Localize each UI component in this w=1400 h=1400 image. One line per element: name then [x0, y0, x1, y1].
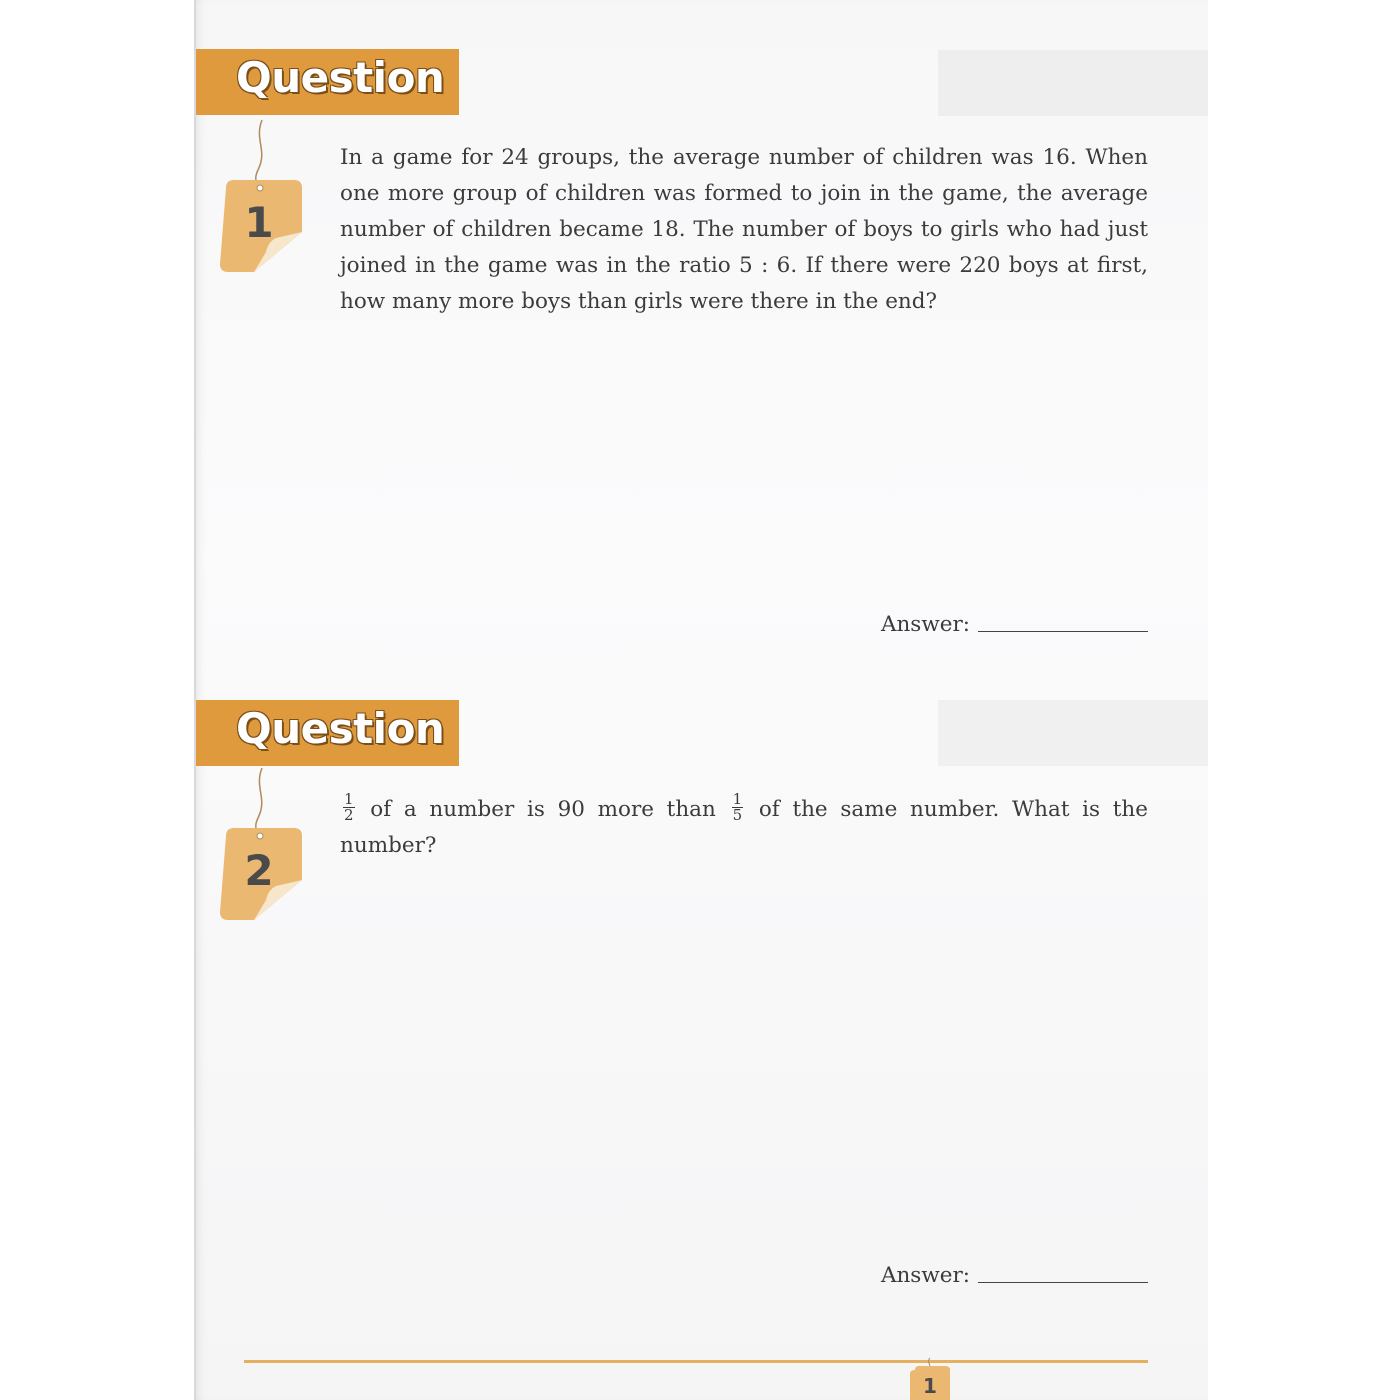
question-number-tag-1	[216, 180, 302, 272]
answer-label: Answer:	[880, 612, 970, 637]
question-text-1: In a game for 24 groups, the average number of children was 16. When one more group of children was formed to join in the game, the average number of children became 18. The number of boys to girls who had just joined in the game was in the ratio 5 : 6. If there were 220 boys at first, how many more boys than girls were there in the end?	[340, 145, 1148, 314]
question-banner-label: Question	[236, 53, 445, 102]
question-text-part: of the same number. What is the number?	[340, 797, 1148, 858]
answer-field-1[interactable]	[881, 612, 1148, 637]
answer-blank-line[interactable]	[978, 631, 1148, 632]
question-number: 1	[244, 198, 274, 247]
answer-label: Answer:	[880, 1263, 970, 1288]
ghost-banner-bleed	[938, 700, 1208, 766]
page-number-tag	[910, 1366, 950, 1400]
answer-blank-line[interactable]	[978, 1282, 1148, 1283]
question-text-2	[340, 789, 1148, 864]
answer-field-2[interactable]	[881, 1263, 1148, 1288]
question-banner-label: Question	[236, 704, 445, 753]
worksheet-page	[194, 0, 1208, 1400]
question-banner-2	[196, 700, 459, 766]
page-number: 1	[923, 1374, 937, 1398]
fraction-one-fifth: $\frac{1}{5}$	[732, 789, 743, 824]
fraction-one-half: $\frac{1}{2}$	[344, 789, 354, 824]
question-number: 2	[244, 846, 274, 895]
footer-rule	[244, 1360, 1148, 1363]
question-text-part: of a number is 90 more than	[370, 797, 716, 822]
question-banner-1	[196, 49, 459, 115]
ghost-banner-bleed	[938, 50, 1208, 116]
question-number-tag-2	[216, 828, 302, 920]
